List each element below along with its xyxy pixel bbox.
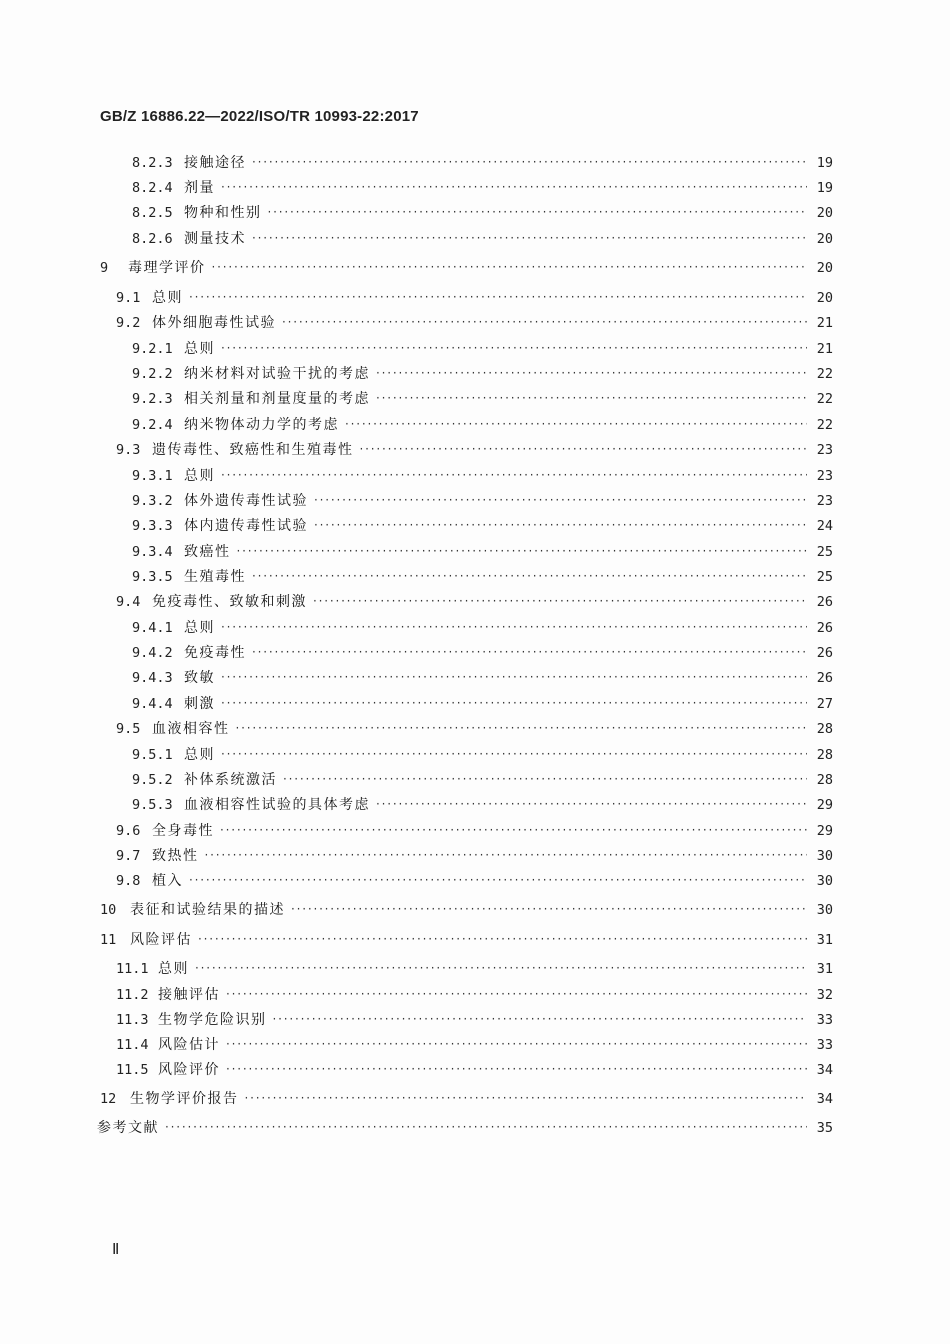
toc-leader-dots	[226, 1058, 807, 1080]
toc-entry-number: 9.8	[116, 873, 141, 889]
toc-entry-page: 19	[816, 155, 833, 171]
toc-entry[interactable]	[132, 769, 833, 791]
toc-entry[interactable]	[132, 667, 833, 689]
toc-entry[interactable]	[100, 899, 833, 921]
toc-entry-page: 26	[816, 670, 833, 686]
toc-entry[interactable]	[97, 1117, 833, 1139]
toc-entry[interactable]	[116, 1009, 833, 1031]
toc-entry-number: 9.1	[116, 290, 141, 306]
toc-entry[interactable]	[132, 693, 833, 715]
toc-entry-number: 9.4	[116, 594, 141, 610]
toc-entry-title: 物种和性别	[184, 205, 262, 221]
toc-entry-page: 34	[816, 1091, 833, 1107]
toc-entry[interactable]	[132, 202, 833, 224]
toc-entry-title: 免疫毒性	[184, 645, 246, 661]
toc-entry-page: 20	[816, 260, 833, 276]
toc-entry-page: 28	[816, 772, 833, 788]
toc-entry-title: 表征和试验结果的描述	[130, 902, 285, 918]
toc-entry-title: 全身毒性	[152, 823, 214, 839]
toc-leader-dots	[291, 898, 807, 920]
toc-entry-page: 32	[816, 987, 833, 1003]
toc-entry-title: 相关剂量和剂量度量的考虑	[184, 391, 370, 407]
toc-entry-page: 28	[816, 747, 833, 763]
toc-entry-title: 参考文献	[97, 1120, 159, 1136]
toc-entry-title: 血液相容性试验的具体考虑	[184, 797, 370, 813]
toc-entry[interactable]	[116, 958, 833, 980]
toc-entry[interactable]	[100, 929, 833, 951]
toc-entry[interactable]	[116, 820, 833, 842]
toc-entry-page: 33	[816, 1012, 833, 1028]
toc-entry-page: 25	[816, 569, 833, 585]
toc-leader-dots	[376, 387, 807, 409]
toc-entry[interactable]	[116, 439, 833, 461]
toc-entry-number: 9	[100, 260, 109, 276]
toc-entry-number: 8.2.3	[132, 155, 173, 171]
toc-leader-dots	[252, 565, 807, 587]
toc-entry-title: 总则	[184, 468, 215, 484]
toc-entry-title: 风险评价	[158, 1062, 220, 1078]
toc-entry-number: 11.1	[116, 961, 149, 977]
toc-entry-number: 9.5	[116, 721, 141, 737]
toc-entry-page: 30	[816, 873, 833, 889]
toc-entry-number: 9.4.1	[132, 620, 173, 636]
toc-entry-page: 34	[816, 1062, 833, 1078]
toc-entry-title: 接触评估	[158, 987, 220, 1003]
toc-entry-page: 21	[816, 315, 833, 331]
toc-entry-title: 体外细胞毒性试验	[152, 315, 276, 331]
toc-leader-dots	[221, 337, 807, 359]
toc-leader-dots	[314, 489, 807, 511]
toc-entry-number: 9.4.4	[132, 696, 173, 712]
toc-entry-number: 9.7	[116, 848, 141, 864]
toc-entry[interactable]	[116, 984, 833, 1006]
toc-entry-number: 9.3.5	[132, 569, 173, 585]
toc-entry-title: 总则	[184, 341, 215, 357]
toc-entry-title: 体内遗传毒性试验	[184, 518, 308, 534]
toc-entry-title: 总则	[152, 290, 183, 306]
toc-entry-number: 9.3.1	[132, 468, 173, 484]
toc-entry-page: 30	[816, 902, 833, 918]
toc-entry-title: 血液相容性	[152, 721, 230, 737]
toc-entry-number: 8.2.4	[132, 180, 173, 196]
toc-entry[interactable]	[100, 257, 833, 279]
toc-entry-page: 20	[816, 231, 833, 247]
toc-entry-title: 生物学评价报告	[130, 1091, 239, 1107]
toc-entry-title: 剂量	[184, 180, 215, 196]
toc-entry-title: 风险评估	[130, 932, 192, 948]
toc-entry-page: 20	[816, 205, 833, 221]
toc-entry-number: 9.5.3	[132, 797, 173, 813]
toc-entry[interactable]	[116, 1059, 833, 1081]
toc-leader-dots	[252, 641, 807, 663]
toc-leader-dots	[205, 844, 808, 866]
toc-entry-page: 33	[816, 1037, 833, 1053]
toc-leader-dots	[221, 176, 807, 198]
toc-entry-number: 9.3.4	[132, 544, 173, 560]
toc-leader-dots	[221, 616, 807, 638]
toc-leader-dots	[189, 286, 807, 308]
toc-entry[interactable]	[116, 287, 833, 309]
toc-leader-dots	[360, 438, 808, 460]
toc-entry[interactable]	[132, 794, 833, 816]
toc-entry-page: 24	[816, 518, 833, 534]
toc-entry-number: 9.2.2	[132, 366, 173, 382]
toc-entry[interactable]	[132, 642, 833, 664]
toc-entry-title: 致热性	[152, 848, 199, 864]
toc-entry-title: 总则	[184, 620, 215, 636]
toc-leader-dots	[314, 514, 807, 536]
toc-entry-page: 29	[816, 823, 833, 839]
toc-leader-dots	[189, 869, 807, 891]
toc-entry-title: 植入	[152, 873, 183, 889]
toc-leader-dots	[376, 362, 807, 384]
toc-leader-dots	[220, 819, 807, 841]
toc-leader-dots	[376, 793, 807, 815]
toc-entry-number: 11.2	[116, 987, 149, 1003]
toc-leader-dots	[221, 464, 807, 486]
toc-entry-title: 总则	[184, 747, 215, 763]
toc-entry-page: 22	[816, 366, 833, 382]
toc-leader-dots	[252, 151, 807, 173]
toc-entry-title: 总则	[158, 961, 189, 977]
toc-entry-number: 9.4.2	[132, 645, 173, 661]
toc-entry-number: 9.2.1	[132, 341, 173, 357]
toc-leader-dots	[221, 666, 807, 688]
toc-entry[interactable]	[132, 490, 833, 512]
toc-entry-page: 30	[816, 848, 833, 864]
toc-entry-page: 23	[816, 468, 833, 484]
toc-entry[interactable]	[132, 744, 833, 766]
toc-entry-page: 28	[816, 721, 833, 737]
toc-entry-number: 8.2.5	[132, 205, 173, 221]
toc-entry-number: 11.4	[116, 1037, 149, 1053]
toc-entry[interactable]	[132, 465, 833, 487]
toc-entry-number: 9.2	[116, 315, 141, 331]
toc-entry-page: 22	[816, 417, 833, 433]
toc-leader-dots	[198, 928, 807, 950]
toc-entry[interactable]	[132, 152, 833, 174]
toc-entry[interactable]	[116, 591, 833, 613]
toc-entry-title: 接触途径	[184, 155, 246, 171]
toc-entry[interactable]	[132, 228, 833, 250]
toc-entry[interactable]	[132, 617, 833, 639]
toc-entry[interactable]	[132, 363, 833, 385]
toc-entry-title: 测量技术	[184, 231, 246, 247]
toc-entry-page: 26	[816, 620, 833, 636]
toc-leader-dots	[268, 201, 808, 223]
toc-entry-page: 25	[816, 544, 833, 560]
toc-leader-dots	[226, 1033, 807, 1055]
toc-entry-page: 29	[816, 797, 833, 813]
page-number: Ⅱ	[112, 1242, 120, 1258]
toc-entry-number: 11.5	[116, 1062, 149, 1078]
toc-entry-page: 26	[816, 594, 833, 610]
toc-entry-number: 11	[100, 932, 117, 948]
toc-entry[interactable]	[100, 1088, 833, 1110]
toc-leader-dots	[165, 1116, 807, 1138]
toc-entry-number: 8.2.6	[132, 231, 173, 247]
toc-entry-page: 20	[816, 290, 833, 306]
toc-entry-title: 纳米物体动力学的考虑	[184, 417, 339, 433]
toc-leader-dots	[212, 256, 808, 278]
toc-entry[interactable]	[132, 515, 833, 537]
toc-leader-dots	[283, 768, 807, 790]
toc-entry[interactable]	[116, 1034, 833, 1056]
toc-leader-dots	[226, 983, 807, 1005]
toc-entry-title: 遗传毒性、致癌性和生殖毒性	[152, 442, 354, 458]
toc-entry-title: 纳米材料对试验干扰的考虑	[184, 366, 370, 382]
toc-entry-page: 19	[816, 180, 833, 196]
toc-entry[interactable]	[116, 845, 833, 867]
toc-entry[interactable]	[132, 414, 833, 436]
toc-leader-dots	[221, 743, 807, 765]
toc-leader-dots	[195, 957, 807, 979]
toc-entry-page: 23	[816, 493, 833, 509]
toc-entry-number: 9.2.3	[132, 391, 173, 407]
toc-entry-number: 9.4.3	[132, 670, 173, 686]
toc-leader-dots	[252, 227, 807, 249]
toc-entry-title: 毒理学评价	[128, 260, 206, 276]
toc-leader-dots	[236, 717, 808, 739]
toc-entry[interactable]	[116, 718, 833, 740]
toc-entry-title: 刺激	[184, 696, 215, 712]
toc-entry-number: 9.3.3	[132, 518, 173, 534]
toc-entry[interactable]	[132, 541, 833, 563]
toc-entry-page: 31	[816, 961, 833, 977]
toc-entry-number: 11.3	[116, 1012, 149, 1028]
toc-entry-number: 10	[100, 902, 117, 918]
toc-leader-dots	[345, 413, 807, 435]
toc-leader-dots	[237, 540, 808, 562]
toc-entry-title: 体外遗传毒性试验	[184, 493, 308, 509]
toc-entry[interactable]	[132, 177, 833, 199]
toc-entry-page: 22	[816, 391, 833, 407]
toc-entry-number: 9.5.1	[132, 747, 173, 763]
toc-entry-number: 9.6	[116, 823, 141, 839]
toc-entry-title: 生殖毒性	[184, 569, 246, 585]
toc-leader-dots	[313, 590, 807, 612]
toc-entry-page: 31	[816, 932, 833, 948]
toc-entry[interactable]	[132, 566, 833, 588]
toc-entry-page: 27	[816, 696, 833, 712]
toc-leader-dots	[245, 1087, 808, 1109]
toc-entry-title: 致癌性	[184, 544, 231, 560]
toc-entry-number: 9.5.2	[132, 772, 173, 788]
standard-header: GB/Z 16886.22—2022/ISO/TR 10993-22:2017	[100, 108, 419, 125]
toc-entry-number: 9.3	[116, 442, 141, 458]
toc-entry-number: 12	[100, 1091, 117, 1107]
toc-leader-dots	[282, 311, 807, 333]
toc-entry-number: 9.3.2	[132, 493, 173, 509]
toc-leader-dots	[221, 692, 807, 714]
toc-entry-page: 26	[816, 645, 833, 661]
toc-entry-number: 9.2.4	[132, 417, 173, 433]
toc-entry[interactable]	[116, 312, 833, 334]
toc-entry-page: 23	[816, 442, 833, 458]
toc-entry-title: 风险估计	[158, 1037, 220, 1053]
toc-entry-title: 致敏	[184, 670, 215, 686]
toc-entry-title: 免疫毒性、致敏和刺激	[152, 594, 307, 610]
toc-entry-title: 生物学危险识别	[158, 1012, 267, 1028]
toc-entry[interactable]	[132, 388, 833, 410]
toc-leader-dots	[273, 1008, 808, 1030]
toc-entry-page: 35	[816, 1120, 833, 1136]
toc-entry-title: 补体系统激活	[184, 772, 277, 788]
toc-entry-page: 21	[816, 341, 833, 357]
toc-entry[interactable]	[132, 338, 833, 360]
toc-entry[interactable]	[116, 870, 833, 892]
